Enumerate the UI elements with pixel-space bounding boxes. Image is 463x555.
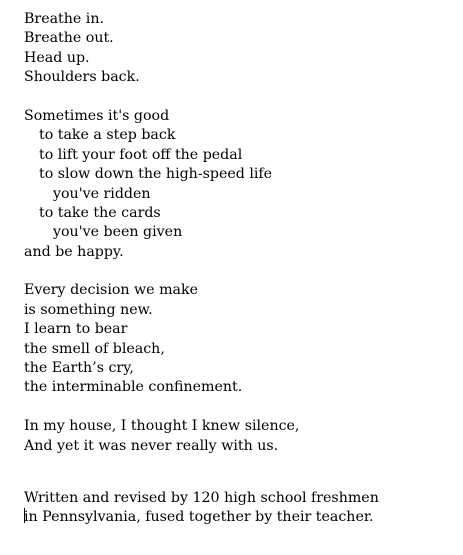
stanza-break	[24, 398, 454, 417]
poem-line: And yet it was never really with us.	[24, 437, 279, 454]
poem-line: Every decision we make	[24, 282, 198, 299]
poem-line: Breathe out.	[24, 30, 114, 47]
stanza-3	[24, 281, 454, 397]
poem-line: you've been given	[53, 224, 183, 241]
poem-document[interactable]	[24, 10, 454, 528]
section-break	[24, 456, 454, 489]
poem-line: I learn to bear	[24, 321, 128, 338]
poem-line: In my house, I thought I knew silence,	[24, 418, 300, 435]
poem-line: the smell of bleach,	[24, 340, 165, 357]
poem-line: the interminable confinement.	[24, 379, 243, 396]
poem-line: to take a step back	[39, 127, 176, 144]
credit-line-with-cursor[interactable]	[24, 508, 454, 527]
poem-line: to slow down the high-speed life	[39, 166, 273, 183]
poem-line: is something new.	[24, 301, 153, 318]
poem-line: and be happy.	[24, 243, 124, 260]
credit-line-text: in Pennsylvania, fused together by their teacher.	[24, 509, 374, 526]
poem-line: to lift your foot off the pedal	[39, 146, 243, 163]
poem-line: Sometimes it's good	[24, 107, 170, 124]
stanza-break	[24, 262, 454, 281]
poem-line: you've ridden	[53, 185, 151, 202]
poem-line: Shoulders back.	[24, 69, 140, 86]
poem-line: to take the cards	[39, 204, 161, 221]
stanza-1	[24, 10, 454, 88]
stanza-break	[24, 88, 454, 107]
poem-line: the Earth’s cry,	[24, 360, 134, 377]
poem-line: Breathe in.	[24, 11, 104, 27]
stanza-4	[24, 417, 454, 456]
poem-line: Head up.	[24, 49, 90, 66]
credit-line: Written and revised by 120 high school freshmen	[24, 489, 379, 506]
footer-credit	[24, 489, 454, 528]
stanza-2	[24, 107, 454, 262]
